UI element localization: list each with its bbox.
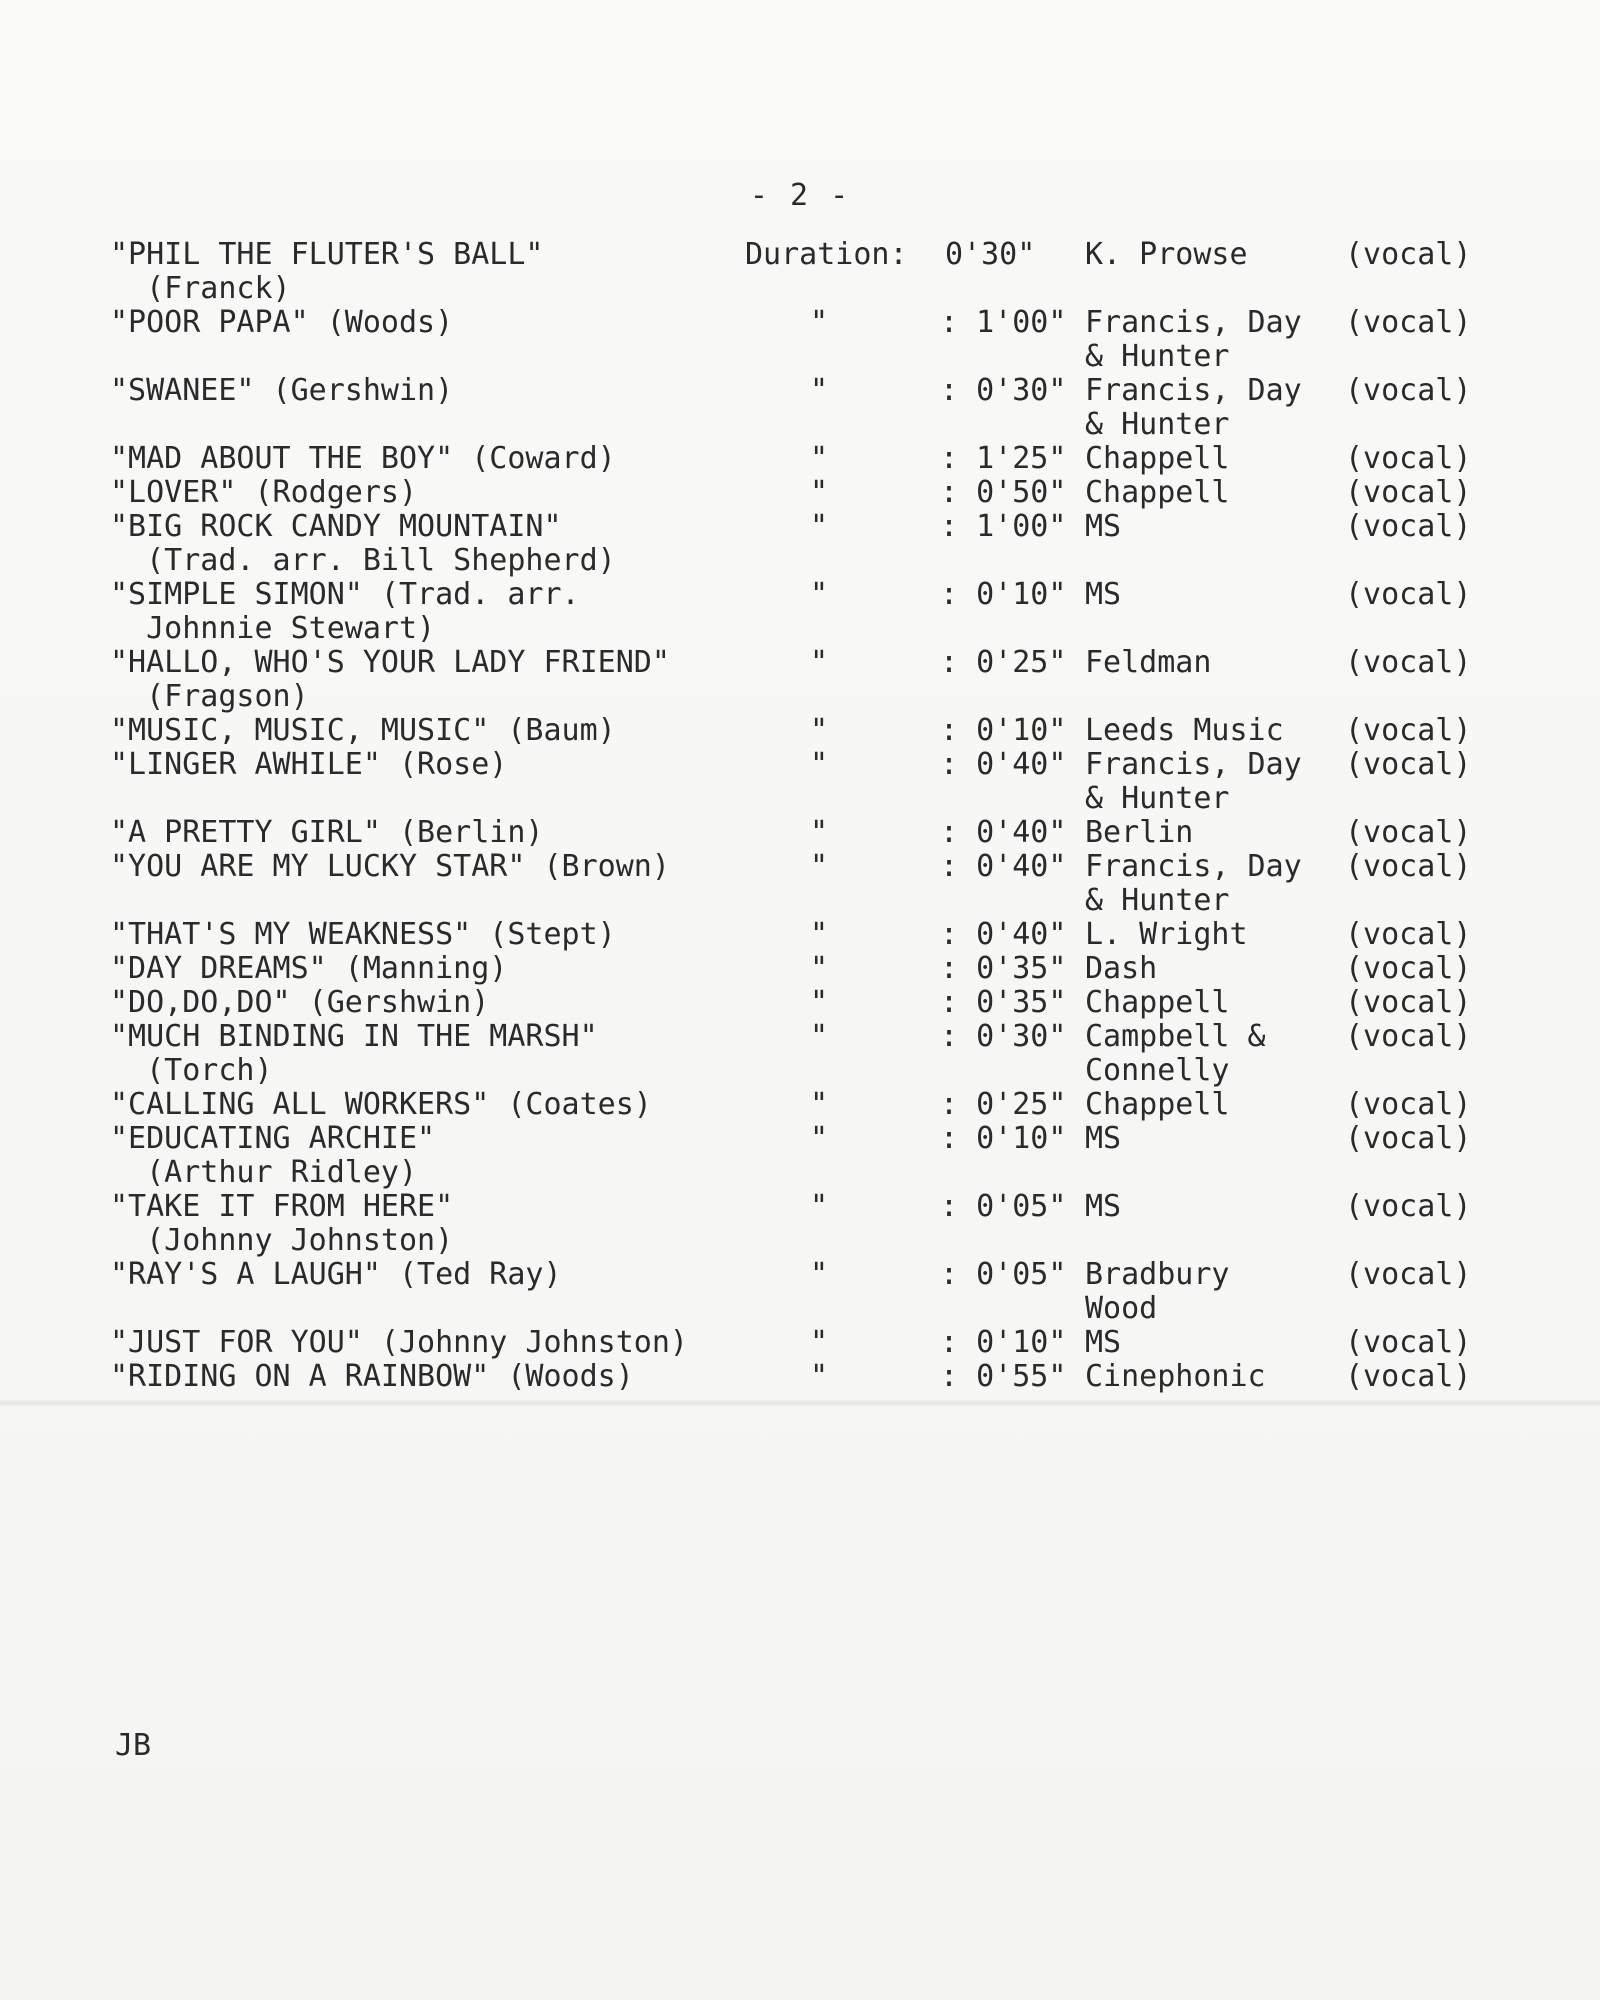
duration-label: "	[810, 1087, 829, 1122]
cue-note: (vocal)	[1345, 1189, 1472, 1224]
duration-label: "	[810, 849, 829, 884]
cue-entry	[110, 1020, 1500, 1088]
duration-label: "	[810, 1189, 829, 1224]
cue-note: (vocal)	[1345, 237, 1472, 272]
duration-label: "	[810, 577, 829, 612]
cue-entry	[110, 238, 1500, 306]
cue-publisher: Chappell	[1085, 985, 1230, 1020]
cue-entry	[110, 1088, 1500, 1122]
cue-entry	[110, 714, 1500, 748]
cue-note: (vocal)	[1345, 1325, 1472, 1360]
cue-note: (vocal)	[1345, 713, 1472, 748]
cue-entry	[110, 986, 1500, 1020]
cue-note: (vocal)	[1345, 577, 1472, 612]
cue-duration: : 0'30"	[940, 1019, 1067, 1054]
cue-title: "MUCH BINDING IN THE MARSH" (Torch)	[110, 1019, 598, 1088]
cue-note: (vocal)	[1345, 985, 1472, 1020]
cue-duration: : 0'55"	[940, 1359, 1067, 1394]
music-cue-list	[110, 238, 1500, 1394]
cue-publisher: MS	[1085, 577, 1122, 612]
cue-note: (vocal)	[1345, 849, 1472, 884]
cue-publisher: Feldman	[1085, 645, 1212, 680]
cue-publisher: MS	[1085, 509, 1122, 544]
duration-label: "	[810, 985, 829, 1020]
duration-label: "	[810, 815, 829, 850]
cue-note: (vocal)	[1345, 951, 1472, 986]
cue-note: (vocal)	[1345, 509, 1472, 544]
cue-entry	[110, 816, 1500, 850]
cue-entry	[110, 1360, 1500, 1394]
cue-note: (vocal)	[1345, 815, 1472, 850]
cue-title: "DO,DO,DO" (Gershwin)	[110, 985, 490, 1020]
cue-publisher: Francis, Day & Hunter	[1085, 747, 1302, 816]
cue-publisher: L. Wright	[1085, 917, 1248, 952]
cue-title: "RIDING ON A RAINBOW" (Woods)	[110, 1359, 634, 1394]
cue-title: "BIG ROCK CANDY MOUNTAIN" (Trad. arr. Bill Shepherd)	[110, 509, 616, 578]
cue-duration: : 1'25"	[940, 441, 1067, 476]
cue-note: (vocal)	[1345, 747, 1472, 782]
cue-duration: : 1'00"	[940, 305, 1067, 340]
cue-title: "MAD ABOUT THE BOY" (Coward)	[110, 441, 616, 476]
cue-entry	[110, 646, 1500, 714]
cue-title: "MUSIC, MUSIC, MUSIC" (Baum)	[110, 713, 616, 748]
cue-duration: : 0'40"	[940, 747, 1067, 782]
duration-label: "	[810, 441, 829, 476]
cue-note: (vocal)	[1345, 1257, 1472, 1292]
cue-duration: : 1'00"	[940, 509, 1067, 544]
cue-entry	[110, 374, 1500, 442]
page-number: - 2 -	[749, 178, 851, 213]
duration-label: "	[810, 917, 829, 952]
cue-note: (vocal)	[1345, 917, 1472, 952]
cue-title: "LINGER AWHILE" (Rose)	[110, 747, 508, 782]
cue-publisher: Chappell	[1085, 475, 1230, 510]
cue-entry	[110, 1190, 1500, 1258]
cue-publisher: Cinephonic	[1085, 1359, 1266, 1394]
duration-label: "	[810, 1257, 829, 1292]
cue-publisher: Bradbury Wood	[1085, 1257, 1230, 1326]
cue-publisher: Francis, Day & Hunter	[1085, 305, 1302, 374]
cue-duration: : 0'40"	[940, 815, 1067, 850]
cue-title: "LOVER" (Rodgers)	[110, 475, 418, 510]
duration-label: "	[810, 1325, 829, 1360]
cue-title: "DAY DREAMS" (Manning)	[110, 951, 508, 986]
duration-label: Duration:	[745, 237, 908, 272]
cue-duration: : 0'25"	[940, 1087, 1067, 1122]
cue-duration: : 0'10"	[940, 1121, 1067, 1156]
cue-note: (vocal)	[1345, 1019, 1472, 1054]
cue-title: "TAKE IT FROM HERE" (Johnny Johnston)	[110, 1189, 454, 1258]
cue-duration: : 0'10"	[940, 577, 1067, 612]
duration-label: "	[810, 509, 829, 544]
duration-label: "	[810, 747, 829, 782]
cue-publisher: Francis, Day & Hunter	[1085, 373, 1302, 442]
cue-title: "EDUCATING ARCHIE" (Arthur Ridley)	[110, 1121, 436, 1190]
cue-publisher: Berlin	[1085, 815, 1194, 850]
cue-entry	[110, 952, 1500, 986]
cue-title: "HALLO, WHO'S YOUR LADY FRIEND" (Fragson)	[110, 645, 670, 714]
cue-duration: : 0'40"	[940, 849, 1067, 884]
cue-publisher: Chappell	[1085, 441, 1230, 476]
cue-entry	[110, 1258, 1500, 1326]
cue-duration: : 0'05"	[940, 1257, 1067, 1292]
duration-label: "	[810, 1359, 829, 1394]
cue-note: (vocal)	[1345, 1087, 1472, 1122]
cue-title: "RAY'S A LAUGH" (Ted Ray)	[110, 1257, 562, 1292]
duration-label: "	[810, 305, 829, 340]
cue-entry	[110, 442, 1500, 476]
cue-publisher: Campbell & Connelly	[1085, 1019, 1266, 1088]
cue-title: "YOU ARE MY LUCKY STAR" (Brown)	[110, 849, 670, 884]
duration-label: "	[810, 951, 829, 986]
cue-title: "A PRETTY GIRL" (Berlin)	[110, 815, 544, 850]
cue-entry	[110, 578, 1500, 646]
cue-publisher: MS	[1085, 1189, 1122, 1224]
duration-label: "	[810, 1019, 829, 1054]
cue-duration: : 0'40"	[940, 917, 1067, 952]
cue-publisher: Chappell	[1085, 1087, 1230, 1122]
cue-entry	[110, 1326, 1500, 1360]
cue-note: (vocal)	[1345, 441, 1472, 476]
cue-duration: 0'30"	[945, 237, 1036, 272]
cue-title: "POOR PAPA" (Woods)	[110, 305, 454, 340]
cue-title: "SIMPLE SIMON" (Trad. arr. Johnnie Stewart)	[110, 577, 580, 646]
cue-note: (vocal)	[1345, 1359, 1472, 1394]
duration-label: "	[810, 1121, 829, 1156]
cue-note: (vocal)	[1345, 645, 1472, 680]
cue-title: "THAT'S MY WEAKNESS" (Stept)	[110, 917, 616, 952]
cue-publisher: Leeds Music	[1085, 713, 1284, 748]
cue-duration: : 0'10"	[940, 713, 1067, 748]
cue-title: "PHIL THE FLUTER'S BALL" (Franck)	[110, 237, 544, 306]
cue-note: (vocal)	[1345, 305, 1472, 340]
cue-entry	[110, 850, 1500, 918]
cue-publisher: Dash	[1085, 951, 1158, 986]
cue-entry	[110, 918, 1500, 952]
cue-duration: : 0'25"	[940, 645, 1067, 680]
cue-entry	[110, 510, 1500, 578]
typist-initials: JB	[115, 1728, 152, 1763]
cue-entry	[110, 748, 1500, 816]
cue-duration: : 0'10"	[940, 1325, 1067, 1360]
cue-publisher: MS	[1085, 1121, 1122, 1156]
duration-label: "	[810, 373, 829, 408]
cue-duration: : 0'50"	[940, 475, 1067, 510]
cue-entry	[110, 476, 1500, 510]
cue-note: (vocal)	[1345, 373, 1472, 408]
cue-duration: : 0'35"	[940, 951, 1067, 986]
cue-note: (vocal)	[1345, 475, 1472, 510]
duration-label: "	[810, 645, 829, 680]
cue-entry	[110, 306, 1500, 374]
cue-title: "CALLING ALL WORKERS" (Coates)	[110, 1087, 652, 1122]
cue-publisher: MS	[1085, 1325, 1122, 1360]
cue-publisher: Francis, Day & Hunter	[1085, 849, 1302, 918]
cue-publisher: K. Prowse	[1085, 237, 1248, 272]
cue-title: "JUST FOR YOU" (Johnny Johnston)	[110, 1325, 688, 1360]
duration-label: "	[810, 713, 829, 748]
cue-note: (vocal)	[1345, 1121, 1472, 1156]
cue-duration: : 0'05"	[940, 1189, 1067, 1224]
cue-entry	[110, 1122, 1500, 1190]
cue-title: "SWANEE" (Gershwin)	[110, 373, 454, 408]
cue-duration: : 0'30"	[940, 373, 1067, 408]
duration-label: "	[810, 475, 829, 510]
paper-fold-line	[0, 1400, 1600, 1406]
cue-duration: : 0'35"	[940, 985, 1067, 1020]
